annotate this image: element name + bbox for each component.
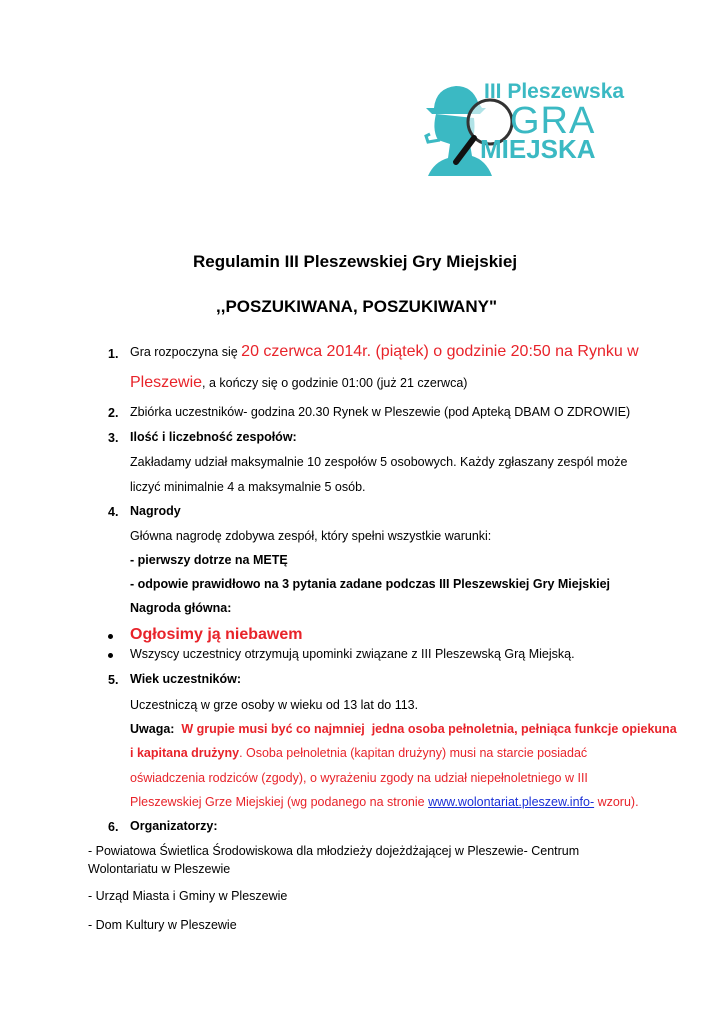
bullet-2-text: Wszyscy uczestnicy otrzymują upominki związane z III Pleszewską Grą Miejską. bbox=[130, 647, 575, 661]
item-1-prefix: Gra rozpoczyna się bbox=[130, 345, 242, 359]
uwaga-label: Uwaga: bbox=[130, 722, 175, 736]
item-number-4: 4. bbox=[108, 505, 119, 519]
logo-line2: GRA bbox=[510, 100, 596, 142]
item-4-line-1: Główna nagrodę zdobywa zespół, który spełni wszystkie warunki: bbox=[130, 529, 492, 543]
item-5-line-3-rest: . Osoba pełnoletnia (kapitan drużyny) musi na starcie posiadać bbox=[239, 746, 588, 760]
item-1-suffix: , a kończy się o godzinie 01:00 (już 21 czerwca) bbox=[202, 376, 468, 390]
item-number-3: 3. bbox=[108, 431, 119, 445]
organizer-3: - Dom Kultury w Pleszewie bbox=[88, 918, 237, 932]
logo-line1: III Pleszewska bbox=[484, 80, 625, 103]
organizer-1-line-2: Wolontariatu w Pleszewie bbox=[88, 862, 231, 876]
organizer-1-line-1: - Powiatowa Świetlica Środowiskowa dla młodzieży dojeżdżającej w Pleszewie- Centrum bbox=[88, 844, 580, 858]
item-4-line-4: Nagroda główna: bbox=[130, 601, 232, 615]
item-1-place: Pleszewie bbox=[130, 374, 203, 391]
item-5-line-1: Uczestniczą w grze osoby w wieku od 13 lat do 113. bbox=[130, 698, 419, 712]
document-subtitle: ,,POSZUKIWANA, POSZUKIWANY" bbox=[216, 297, 498, 316]
item-5-warning: W grupie musi być co najmniej jedna osoba pełnoletnia, pełniąca funkcje opiekuna bbox=[174, 722, 677, 736]
logo bbox=[420, 78, 630, 178]
wolontariat-link[interactable]: www.wolontariat.pleszew.info- bbox=[428, 795, 595, 809]
item-3-line-1: Zakładamy udział maksymalnie 10 zespołów 5 osobowych. Każdy zgłaszany zespól może bbox=[130, 455, 628, 469]
item-5-line-4: oświadczenia rodziców (zgody), o wyrażeniu zgody na udział niepełnoletniego w III bbox=[130, 771, 588, 785]
item-5-line-5-end: wzoru). bbox=[594, 795, 639, 809]
item-5-line-3 bbox=[130, 746, 587, 760]
bullet-1-text: Ogłosimy ją niebawem bbox=[130, 626, 303, 643]
item-1-date: 20 czerwca 2014r. (piątek) o godzinie 20:50 na Rynku w bbox=[241, 343, 639, 360]
item-4-heading: Nagrody bbox=[130, 504, 181, 518]
item-3-heading: Ilość i liczebność zespołów: bbox=[130, 430, 297, 444]
bullet-dot-1 bbox=[108, 634, 113, 639]
organizer-2: - Urząd Miasta i Gminy w Pleszewie bbox=[88, 889, 288, 903]
item-4-line-2: - pierwszy dotrze na METĘ bbox=[130, 553, 288, 567]
item-4-line-3: - odpowie prawidłowo na 3 pytania zadane podczas III Pleszewskiej Gry Miejskiej bbox=[130, 577, 611, 591]
document-title: Regulamin III Pleszewskiej Gry Miejskiej bbox=[193, 252, 518, 271]
item-1-line-2 bbox=[130, 374, 467, 392]
item-6-heading: Organizatorzy: bbox=[130, 819, 218, 833]
logo-line3: MIEJSKA bbox=[480, 134, 596, 164]
item-5-line-2 bbox=[130, 722, 677, 736]
item-number-5: 5. bbox=[108, 673, 119, 687]
item-5-heading: Wiek uczestników: bbox=[130, 672, 242, 686]
item-number-6: 6. bbox=[108, 820, 119, 834]
item-number-2: 2. bbox=[108, 406, 119, 420]
item-3-line-2: liczyć minimalnie 4 a maksymalnie 5 osób. bbox=[130, 480, 366, 494]
item-5-captain: i kapitana drużyny bbox=[130, 746, 240, 760]
item-1-line-1 bbox=[130, 343, 639, 361]
item-2-text: Zbiórka uczestników- godzina 20.30 Rynek w Pleszewie (pod Apteką DBAM O ZDROWIE) bbox=[130, 405, 631, 419]
item-5-line-5 bbox=[130, 795, 639, 809]
item-5-line-5-text: Pleszewskiej Grze Miejskiej (wg podanego na stronie bbox=[130, 795, 429, 809]
bullet-dot-2 bbox=[108, 653, 113, 658]
item-number-1: 1. bbox=[108, 347, 119, 361]
